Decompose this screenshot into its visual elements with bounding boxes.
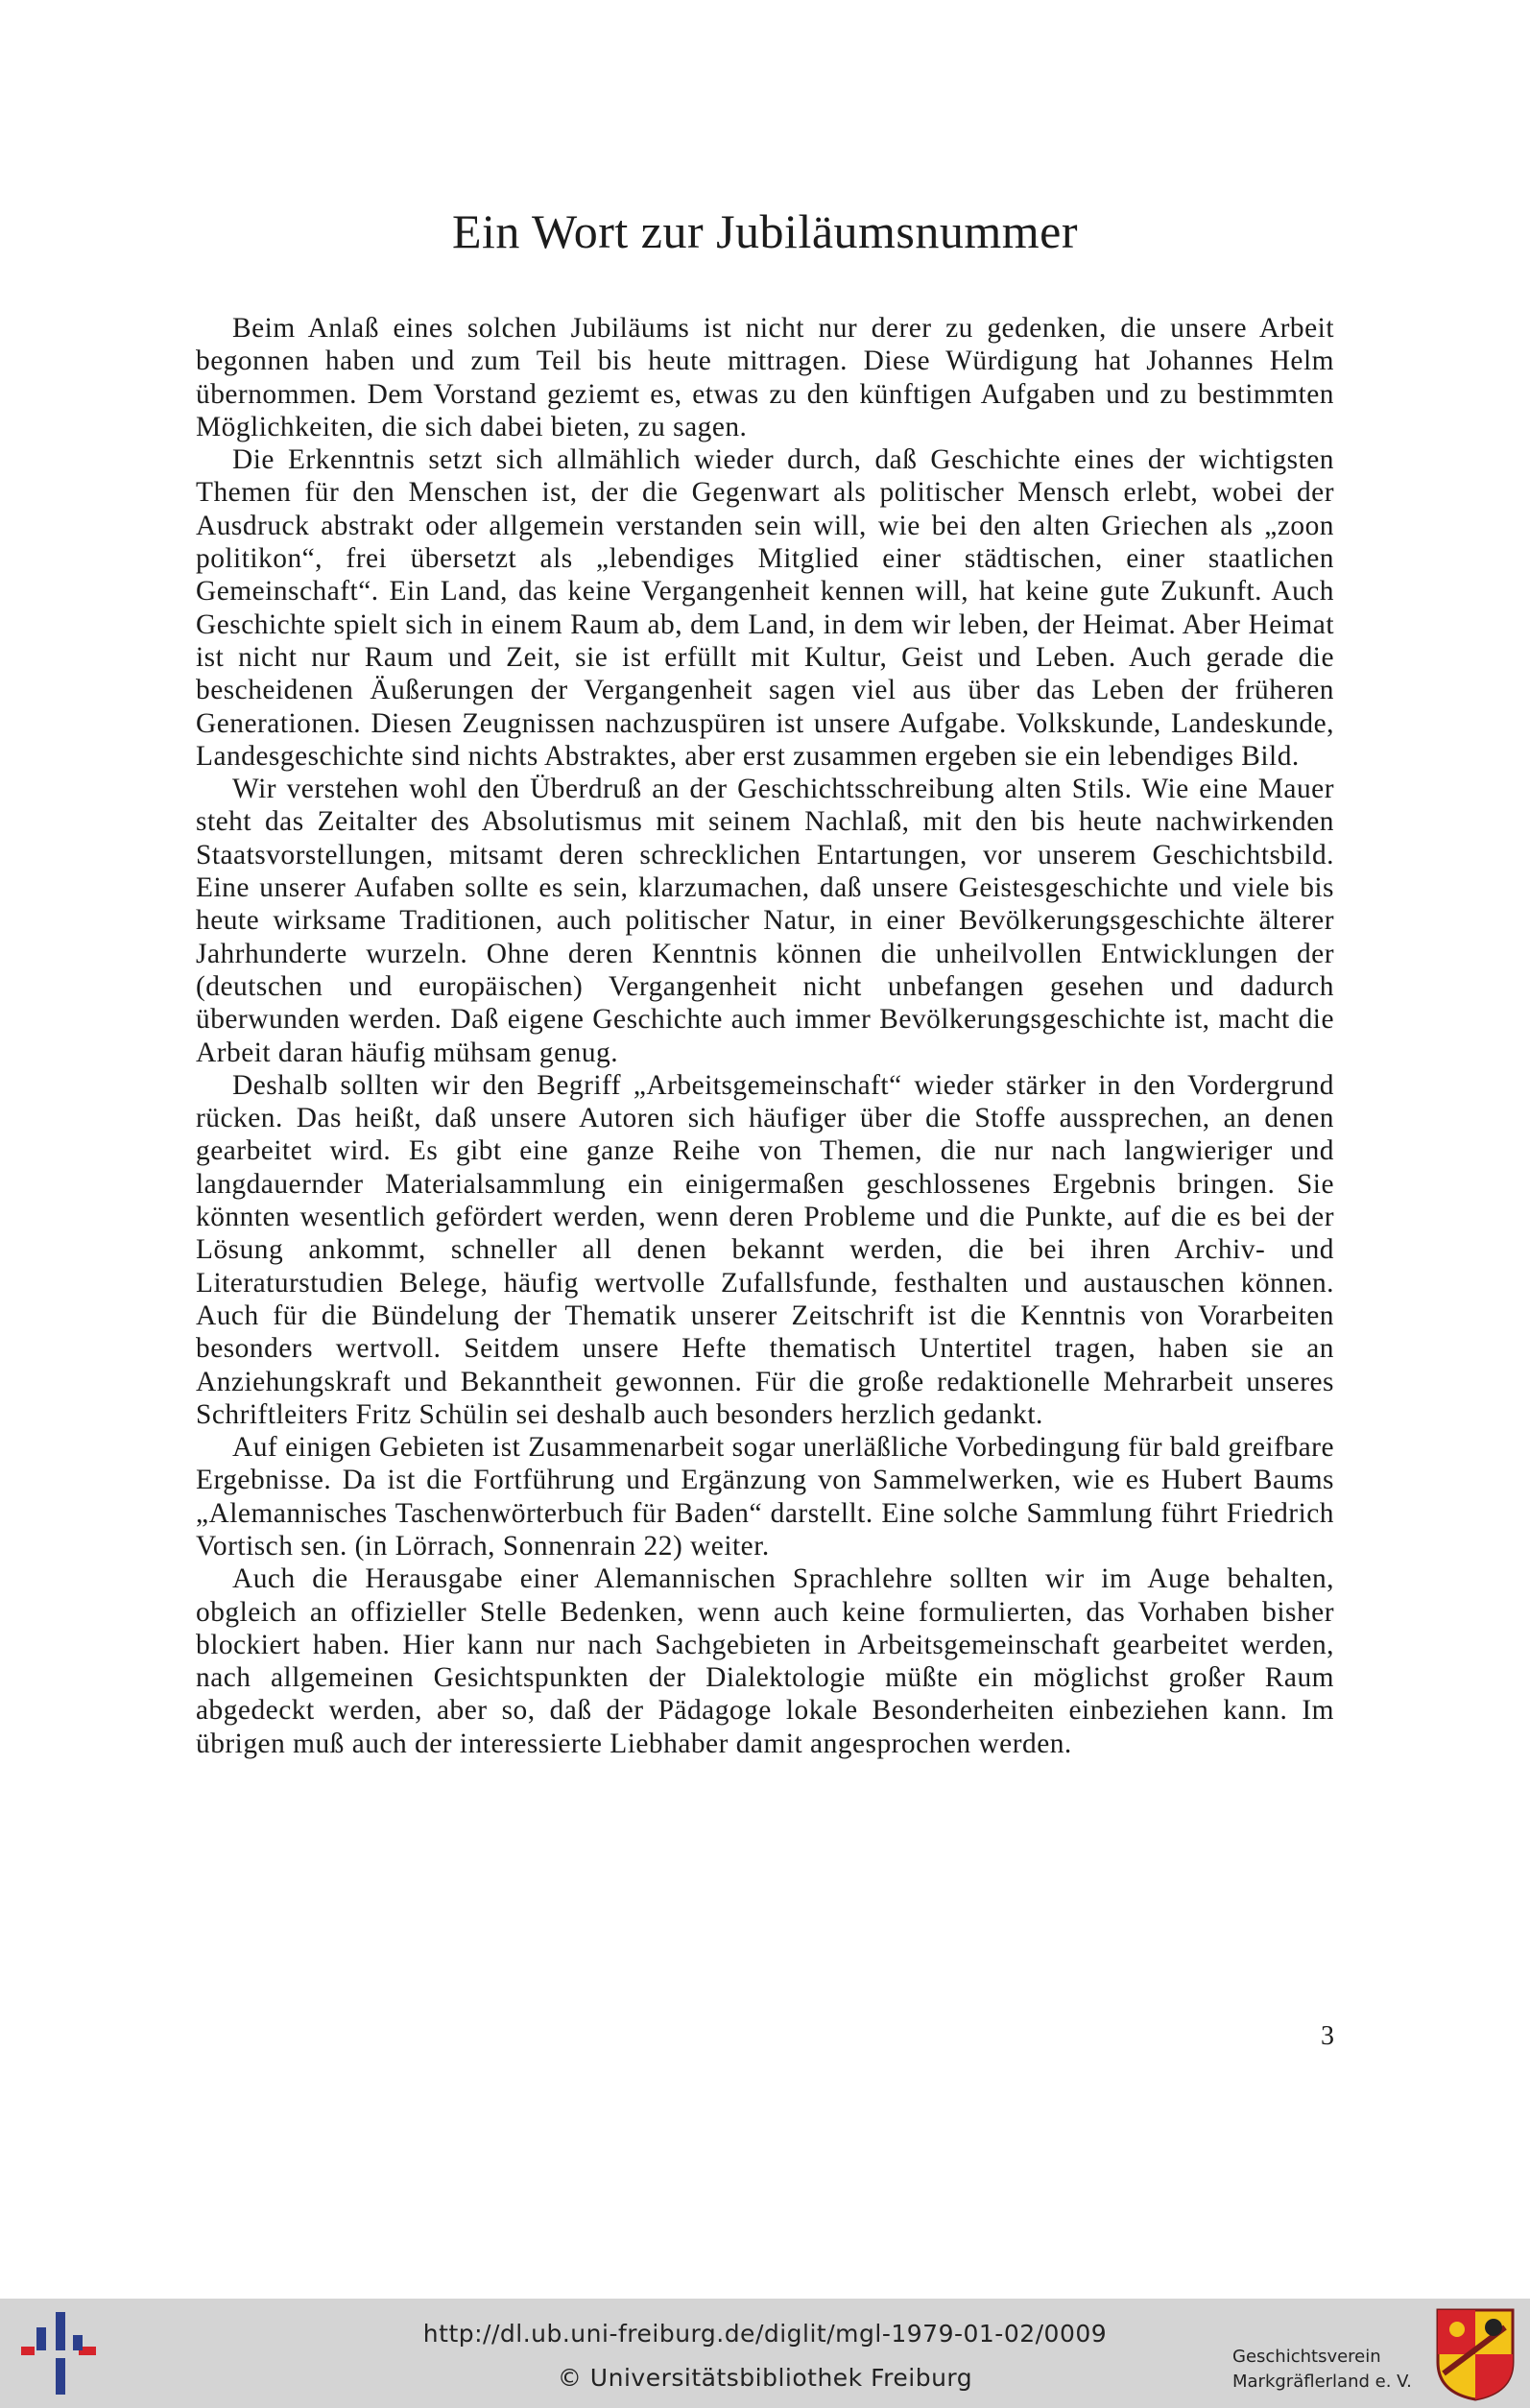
- footer-bar: [0, 2299, 1530, 2408]
- page-number: 3: [1321, 2021, 1334, 2051]
- paragraph-2: Die Erkenntnis setzt sich allmählich wieder durch, daß Geschichte eines der wichtigsten Themen für den Menschen ist, der die Gegenwart als politischer Mensch erlebt, wobei der Ausdruck abstrakt oder allgemein verstanden sein will, wie bei den alten Griechen als „zoon politikon“, frei übersetzt als „lebendiges Mitglied einer städtischen, einer staatlichen Gemeinschaft“. Ein Land, das keine Vergangenheit kennen will, hat keine gute Zukunft. Auch Geschichte spielt sich in einem Raum ab, dem Land, in dem wir leben, der Heimat. Aber Heimat ist nicht nur Raum und Zeit, sie ist erfüllt mit Kultur, Geist und Leben. Auch gerade die bescheidenen Äußerungen der Vergangenheit sagen viel aus über das Leben der früheren Generationen. Diesen Zeugnissen nachzuspüren ist unsere Aufgabe. Volkskunde, Landeskunde, Landesgeschichte sind nichts Abstraktes, aber erst zusammen ergeben sie ein lebendiges Bild.: [196, 444, 1334, 772]
- copyright-text: © Universitätsbibliothek Freiburg: [557, 2364, 973, 2392]
- paragraph-4: Deshalb sollten wir den Begriff „Arbeitsgemeinschaft“ wieder stärker in den Vordergrund rücken. Das heißt, daß unsere Autoren sich häufiger über die Stoffe aussprechen, an denen gearbeitet wird. Es gibt eine ganze Reihe von Themen, die nur nach langwieriger und langdauernder Materialsammlung ein einigermaßen geschlossenes Ergebnis bringen. Sie könnten wesentlich gefördert werden, wenn deren Probleme und die Punkte, auf die es bei der Lösung ankommt, schneller all denen bekannt werden, die bei ihren Archiv- und Literaturstudien Belege, häufig wertvolle Zufallsfunde, festhalten und austauschen können. Auch für die Bündelung der Thematik unserer Zeitschrift ist die Kenntnis von Vorarbeiten besonders wertvoll. Seitdem unsere Hefte thematisch Untertitel tragen, haben sie an Anziehungskraft und Bekanntheit gewonnen. Für die große redaktionelle Mehrarbeit unseres Schriftleiters Fritz Schülin sei deshalb auch besonders herzlich gedankt.: [196, 1069, 1334, 1430]
- society-name-line-2: Markgräflerland e. V.: [1232, 2372, 1412, 2392]
- coat-of-arms-icon[interactable]: [1434, 2306, 1517, 2402]
- page-title: Ein Wort zur Jubiläumsnummer: [451, 204, 1078, 258]
- paragraph-5: Auf einigen Gebieten ist Zusammenarbeit sogar unerläßliche Vorbedingung für bald greifbare Ergebnisse. Da ist die Fortführung und Ergänzung von Sammelwerken, wie es Hubert Baums „Alemannisches Taschenwörterbuch für Baden“ darstellt. Eine solche Sammlung führt Friedrich Vortisch sen. (in Lörrach, Sonnenrain 22) weiter.: [196, 1432, 1334, 1562]
- paragraph-3: Wir verstehen wohl den Überdruß an der Geschichtsschreibung alten Stils. Wie eine Mauer steht das Zeitalter des Absolutismus mit seinem Nachlaß, mit den bis heute nachwirkenden Staatsvorstellungen, mitsamt deren schrecklichen Entartungen, vor unserem Geschichtsbild. Eine unserer Aufaben sollte es sein, klarzumachen, daß unsere Geistesgeschichte und viele bis heute wirksame Traditionen, auch politischer Natur, in einer Bevölkerungsgeschichte älterer Jahrhunderte wurzeln. Ohne deren Kenntnis können die unheilvollen Entwicklungen der (deutschen und europäischen) Vergangenheit nicht unbefangen gesehen und dadurch überwunden werden. Daß eigene Geschichte auch immer Bevölkerungsgeschichte ist, macht die Arbeit daran häufig mühsam genug.: [196, 774, 1334, 1068]
- permalink-url[interactable]: http://dl.ub.uni-freiburg.de/diglit/mgl-1979-01-02/0009: [422, 2320, 1108, 2348]
- society-name: [1232, 2345, 1424, 2395]
- society-name-line-1: Geschichtsverein: [1232, 2347, 1381, 2367]
- paragraph-1: Beim Anlaß eines solchen Jubiläums ist nicht nur derer zu gedenken, die unsere Arbeit begonnen haben und zum Teil bis heute mittragen. Diese Würdigung hat Johannes Helm übernommen. Dem Vorstand geziemt es, etwas zu den künftigen Aufgaben und zu bestimmten Möglichkeiten, die sich dabei bieten, zu sagen.: [196, 313, 1334, 442]
- article-body: [196, 312, 1334, 1760]
- paragraph-6: Auch die Herausgabe einer Alemannischen Sprachlehre sollten wir im Auge behalten, obgleich an offizieller Stelle Bedenken, wenn auch keine formulierten, das Vorhaben bisher blockiert haben. Hier kann nur nach Sachgebieten in Arbeitsgemeinschaft gearbeitet werden, nach allgemeinen Gesichtspunkten der Dialektologie müßte ein möglichst großer Raum abgedeckt werden, aber so, daß der Pädagoge lokale Besonderheiten einbeziehen kann. Im übrigen muß auch der interessierte Liebhaber damit angesprochen werden.: [196, 1563, 1334, 1759]
